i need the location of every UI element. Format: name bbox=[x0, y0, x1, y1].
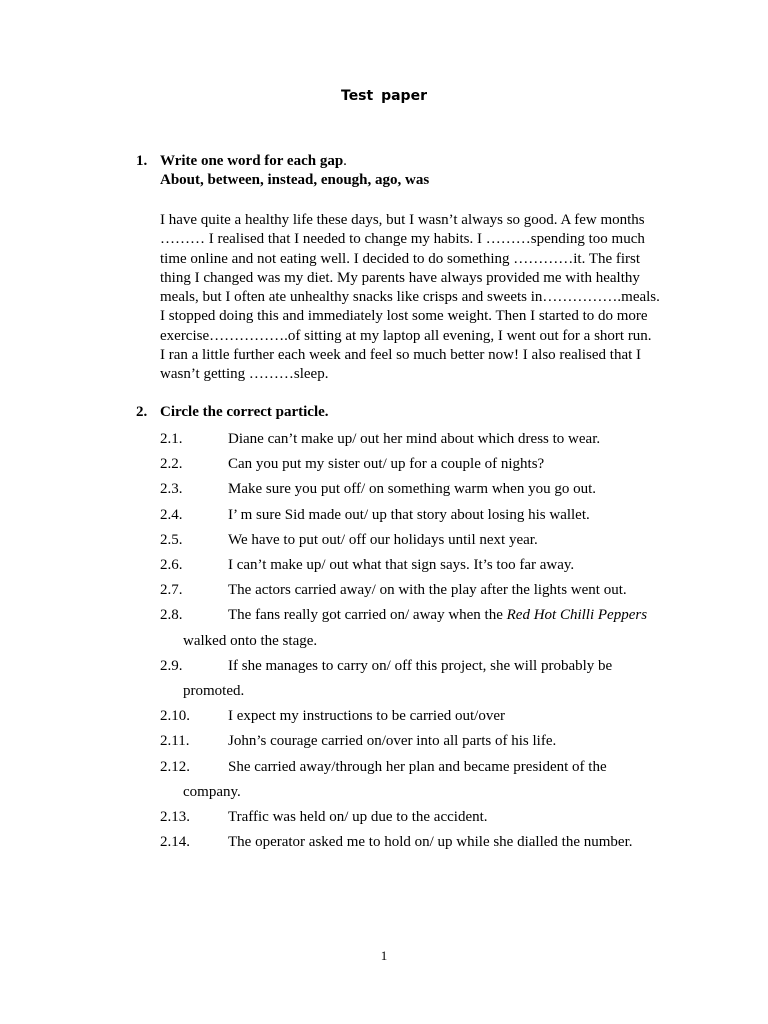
exercise-item bbox=[160, 427, 680, 452]
exercise-item bbox=[160, 755, 680, 805]
item-band-name: Red Hot Chilli Peppers bbox=[506, 607, 648, 624]
paragraph-line: thing I changed was my diet. My parents have always provided me with healthy bbox=[160, 269, 640, 286]
item-text: John’s courage carried on/over into all parts of his life. bbox=[228, 733, 557, 750]
item-number: 2.12. bbox=[160, 758, 190, 775]
item-number: 2.9. bbox=[160, 657, 183, 674]
section-2-number: 2. bbox=[136, 404, 148, 420]
item-text: The fans really got carried on/ away when the bbox=[228, 607, 507, 624]
exercise-item bbox=[160, 528, 680, 553]
section-1-number: 1. bbox=[136, 153, 148, 169]
item-number: 2.7. bbox=[160, 582, 183, 599]
item-text: Can you put my sister out/ up for a couple of nights? bbox=[228, 456, 545, 473]
item-text: Diane can’t make up/ out her mind about which dress to wear. bbox=[228, 431, 601, 447]
item-continuation: promoted. bbox=[183, 683, 245, 700]
item-text: We have to put out/ off our holidays until next year. bbox=[228, 531, 538, 548]
paragraph-line: ……… I realised that I needed to change my habits. I ………spending too much bbox=[160, 231, 645, 248]
item-number: 2.13. bbox=[160, 809, 190, 826]
item-text: I can’t make up/ out what that sign says. It’s too far away. bbox=[228, 557, 575, 574]
exercise-item bbox=[160, 553, 680, 578]
item-continuation: walked onto the stage. bbox=[183, 632, 318, 649]
item-number: 2.8. bbox=[160, 607, 183, 624]
item-continuation: company. bbox=[183, 783, 241, 800]
item-number: 2.11. bbox=[160, 733, 190, 750]
paragraph-line: time online and not eating well. I decided to do something …………it. The first bbox=[160, 250, 641, 267]
paragraph-line: wasn’t getting ………sleep. bbox=[160, 366, 329, 383]
exercise-item bbox=[160, 477, 680, 502]
exercise-item bbox=[160, 603, 680, 653]
page-number: 1 bbox=[380, 948, 388, 963]
item-number: 2.1. bbox=[160, 431, 183, 447]
particle-exercise-list bbox=[160, 427, 680, 855]
exercise-item bbox=[160, 805, 680, 830]
exercise-item bbox=[160, 452, 680, 477]
exercise-item bbox=[160, 729, 680, 754]
paragraph-line: I have quite a healthy life these days, but I wasn’t always so good. A few months bbox=[160, 212, 645, 228]
section-1-heading bbox=[136, 152, 347, 171]
item-number: 2.5. bbox=[160, 531, 183, 548]
paragraph-line: meals, but I often ate unhealthy snacks like crisps and sweets in…………….meals. bbox=[160, 289, 660, 306]
exercise-item bbox=[160, 704, 680, 729]
item-number: 2.10. bbox=[160, 708, 190, 725]
section-2-heading-text: Circle the correct particle. bbox=[160, 404, 329, 420]
item-number: 2.14. bbox=[160, 834, 190, 851]
item-text: I’ m sure Sid made out/ up that story about losing his wallet. bbox=[228, 506, 590, 523]
item-number: 2.4. bbox=[160, 506, 183, 523]
item-text: Traffic was held on/ up due to the accident. bbox=[228, 809, 488, 826]
item-text: I expect my instructions to be carried out/over bbox=[228, 708, 505, 725]
exercise-item bbox=[160, 830, 680, 855]
exercise-item bbox=[160, 578, 680, 603]
item-text: The operator asked me to hold on/ up while she dialled the number. bbox=[228, 834, 633, 851]
page-title: Test paper bbox=[341, 88, 427, 104]
paragraph-line: I stopped doing this and immediately lost some weight. Then I started to do more bbox=[160, 308, 648, 325]
item-number: 2.6. bbox=[160, 557, 183, 574]
section-2-heading bbox=[136, 403, 329, 422]
section-1-heading-text: Write one word for each gap bbox=[160, 153, 344, 169]
item-text: If she manages to carry on/ off this project, she will probably be bbox=[228, 657, 613, 674]
exercise-item bbox=[160, 503, 680, 528]
section-1-heading-period: . bbox=[343, 153, 347, 169]
item-text: Make sure you put off/ on something warm when you go out. bbox=[228, 481, 597, 498]
item-number: 2.3. bbox=[160, 481, 183, 498]
item-text: She carried away/through her plan and became president of the bbox=[228, 758, 607, 775]
item-number: 2.2. bbox=[160, 456, 183, 473]
gap-fill-paragraph bbox=[160, 211, 680, 385]
exercise-item bbox=[160, 654, 680, 704]
paragraph-line: I ran a little further each week and feel so much better now! I also realised that I bbox=[160, 347, 642, 364]
word-list: About, between, instead, enough, ago, was bbox=[160, 172, 430, 188]
paragraph-line: exercise…………….of sitting at my laptop all evening, I went out for a short run. bbox=[160, 327, 652, 344]
item-text: The actors carried away/ on with the play after the lights went out. bbox=[228, 582, 627, 599]
